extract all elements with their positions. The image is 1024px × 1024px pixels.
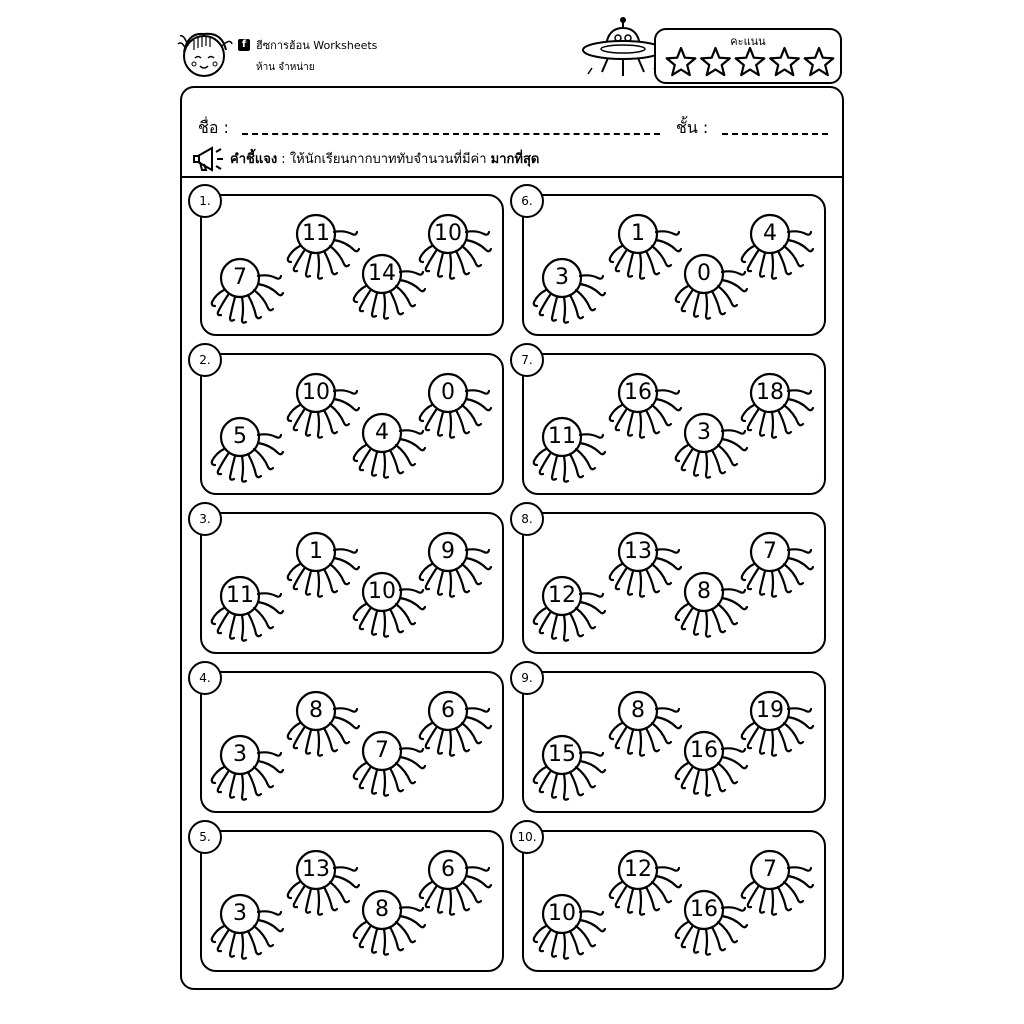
octopus-number: 9 [441, 539, 455, 564]
octopus-number: 0 [441, 380, 455, 405]
octopus-number: 5 [233, 424, 247, 449]
octopus-choice[interactable] [208, 731, 288, 807]
question-number: 8. [510, 502, 544, 536]
class-field[interactable] [722, 133, 828, 135]
octopus-choice[interactable] [208, 572, 288, 648]
octopus-choice[interactable] [208, 413, 288, 489]
question-number: 3. [188, 502, 222, 536]
octopus-choice[interactable] [530, 254, 610, 330]
octopus-number: 0 [697, 261, 711, 286]
question-number: 4. [188, 661, 222, 695]
octopus-number: 6 [441, 698, 455, 723]
star-icon [805, 48, 834, 75]
star-icon [770, 48, 799, 75]
octopus-choice[interactable] [530, 572, 610, 648]
girl-face-icon [174, 22, 236, 84]
instruction-text: : ให้นักเรียนกากบาททับจำนวนที่มีค่า [277, 152, 491, 167]
octopus-number: 10 [548, 901, 576, 926]
octopus-choice[interactable] [738, 528, 818, 604]
octopus-number: 10 [434, 221, 462, 246]
octopus-number: 13 [624, 539, 652, 564]
question-number: 5. [188, 820, 222, 854]
star-icon [667, 48, 696, 75]
question-number: 10. [510, 820, 544, 854]
octopus-number: 11 [548, 424, 576, 449]
octopus-number: 19 [756, 698, 784, 723]
instruction-emphasis: มากที่สุด [490, 152, 540, 167]
header-divider [182, 176, 842, 178]
instruction-heading: คำชี้แจง [230, 152, 278, 167]
instruction [230, 148, 539, 169]
octopus-choice[interactable] [416, 687, 496, 763]
question-number: 2. [188, 343, 222, 377]
brand-subtitle: ห้าน จำหน่าย [256, 62, 315, 73]
octopus-choice[interactable] [530, 890, 610, 966]
name-field[interactable] [242, 133, 660, 135]
problem-box [522, 671, 826, 813]
star-icon [736, 48, 765, 75]
problem-box [522, 512, 826, 654]
octopus-choice[interactable] [208, 254, 288, 330]
score-stars [664, 46, 836, 80]
facebook-icon: f [238, 39, 250, 51]
worksheet [180, 86, 844, 990]
octopus-number: 14 [368, 261, 396, 286]
octopus-number: 8 [309, 698, 323, 723]
octopus-choice[interactable] [208, 890, 288, 966]
octopus-choice[interactable] [416, 846, 496, 922]
octopus-choice[interactable] [416, 369, 496, 445]
question-number: 9. [510, 661, 544, 695]
octopus-number: 16 [690, 897, 718, 922]
score-box [654, 28, 842, 84]
octopus-number: 1 [309, 539, 323, 564]
octopus-choice[interactable] [738, 846, 818, 922]
score-label: คะแนน [730, 35, 766, 48]
octopus-number: 1 [631, 221, 645, 246]
brand-name: ฮีซการฮ้อน Worksheets [256, 39, 378, 52]
octopus-number: 6 [441, 857, 455, 882]
octopus-number: 7 [763, 857, 777, 882]
name-label: ชื่อ : [198, 118, 229, 137]
octopus-choice[interactable] [416, 528, 496, 604]
octopus-number: 16 [690, 738, 718, 763]
problem-box [522, 194, 826, 336]
octopus-number: 7 [375, 738, 389, 763]
octopus-choice[interactable] [530, 413, 610, 489]
octopus-number: 10 [302, 380, 330, 405]
question-number: 6. [510, 184, 544, 218]
octopus-number: 12 [548, 583, 576, 608]
octopus-number: 11 [302, 221, 330, 246]
problem-box [200, 671, 504, 813]
octopus-choice[interactable] [530, 731, 610, 807]
octopus-choice[interactable] [738, 369, 818, 445]
octopus-number: 4 [375, 420, 389, 445]
megaphone-icon [192, 144, 224, 174]
octopus-number: 4 [763, 221, 777, 246]
octopus-number: 18 [756, 380, 784, 405]
problem-box [522, 830, 826, 972]
problem-box [200, 353, 504, 495]
octopus-number: 3 [555, 265, 569, 290]
octopus-number: 11 [226, 583, 254, 608]
octopus-choice[interactable] [738, 687, 818, 763]
octopus-number: 13 [302, 857, 330, 882]
octopus-number: 7 [763, 539, 777, 564]
octopus-number: 8 [631, 698, 645, 723]
star-icon [701, 48, 730, 75]
octopus-number: 3 [233, 742, 247, 767]
octopus-number: 8 [697, 579, 711, 604]
octopus-choice[interactable] [738, 210, 818, 286]
octopus-number: 7 [233, 265, 247, 290]
octopus-number: 3 [697, 420, 711, 445]
octopus-number: 10 [368, 579, 396, 604]
octopus-number: 16 [624, 380, 652, 405]
octopus-number: 3 [233, 901, 247, 926]
problem-box [522, 353, 826, 495]
question-number: 1. [188, 184, 222, 218]
class-label: ชั้น : [676, 118, 709, 137]
octopus-choice[interactable] [416, 210, 496, 286]
problem-box [200, 830, 504, 972]
problem-box [200, 512, 504, 654]
octopus-number: 8 [375, 897, 389, 922]
octopus-number: 12 [624, 857, 652, 882]
problem-box [200, 194, 504, 336]
question-number: 7. [510, 343, 544, 377]
octopus-number: 15 [548, 742, 576, 767]
